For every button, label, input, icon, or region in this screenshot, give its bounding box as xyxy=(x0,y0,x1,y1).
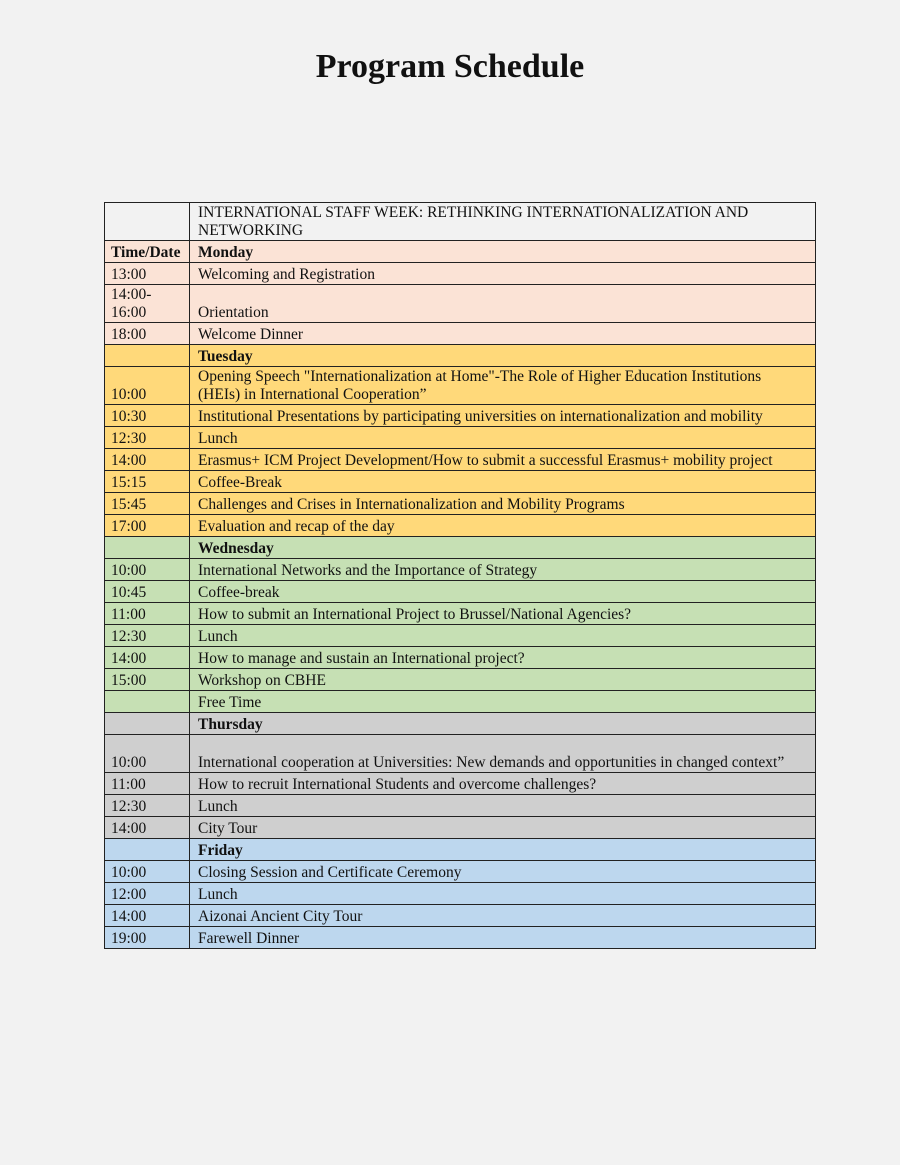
session-time: 11:00 xyxy=(105,773,190,795)
session-title: Lunch xyxy=(190,883,816,905)
program-schedule-table xyxy=(104,202,816,949)
session-time: 18:00 xyxy=(105,323,190,345)
session-time: 10:00 xyxy=(105,559,190,581)
table-row xyxy=(105,493,816,515)
table-row xyxy=(105,323,816,345)
session-time: 14:00-16:00 xyxy=(105,285,190,323)
table-row xyxy=(105,427,816,449)
table-row xyxy=(105,795,816,817)
session-title: International cooperation at Universities: New demands and opportunities in changed context” xyxy=(190,735,816,773)
table-row xyxy=(105,559,816,581)
table-row xyxy=(105,861,816,883)
session-title: How to manage and sustain an International project? xyxy=(190,647,816,669)
session-title: Aizonai Ancient City Tour xyxy=(190,905,816,927)
session-time: 12:30 xyxy=(105,625,190,647)
day-header-row-monday xyxy=(105,241,816,263)
session-title: Closing Session and Certificate Ceremony xyxy=(190,861,816,883)
session-title: Challenges and Crises in Internationalization and Mobility Programs xyxy=(190,493,816,515)
session-time: 14:00 xyxy=(105,817,190,839)
day-header-time-cell xyxy=(105,839,190,861)
session-time: 10:00 xyxy=(105,367,190,405)
session-time: 10:30 xyxy=(105,405,190,427)
session-time: 12:30 xyxy=(105,795,190,817)
table-row xyxy=(105,405,816,427)
session-time: 17:00 xyxy=(105,515,190,537)
day-header-time-cell xyxy=(105,713,190,735)
day-header-time-cell xyxy=(105,537,190,559)
table-row xyxy=(105,773,816,795)
session-time: 13:00 xyxy=(105,263,190,285)
session-time: 10:45 xyxy=(105,581,190,603)
page-title: Program Schedule xyxy=(315,48,585,85)
session-title: Free Time xyxy=(190,691,816,713)
session-title: Orientation xyxy=(190,285,816,323)
session-time: 14:00 xyxy=(105,449,190,471)
session-title: Erasmus+ ICM Project Development/How to submit a successful Erasmus+ mobility project xyxy=(190,449,816,471)
day-header-row-friday xyxy=(105,839,816,861)
time-date-column-header: Time/Date xyxy=(105,241,190,263)
heading-empty-cell xyxy=(105,203,190,241)
table-row xyxy=(105,263,816,285)
table-row xyxy=(105,817,816,839)
table-row xyxy=(105,927,816,949)
table-row xyxy=(105,367,816,405)
table-row xyxy=(105,647,816,669)
table-row xyxy=(105,735,816,773)
session-title: Welcoming and Registration xyxy=(190,263,816,285)
day-name: Friday xyxy=(190,839,816,861)
session-title: Lunch xyxy=(190,625,816,647)
session-time: 15:00 xyxy=(105,669,190,691)
table-row xyxy=(105,471,816,493)
session-title: City Tour xyxy=(190,817,816,839)
session-title: Lunch xyxy=(190,427,816,449)
table-row xyxy=(105,905,816,927)
table-row xyxy=(105,691,816,713)
session-time: 11:00 xyxy=(105,603,190,625)
session-time: 15:45 xyxy=(105,493,190,515)
session-time: 14:00 xyxy=(105,647,190,669)
session-title: Opening Speech "Internationalization at Home"-The Role of Higher Education Institutions (HEIs) in International Cooperation” xyxy=(190,367,816,405)
session-title: International Networks and the Importance of Strategy xyxy=(190,559,816,581)
day-header-time-cell xyxy=(105,345,190,367)
day-name: Thursday xyxy=(190,713,816,735)
day-name: Monday xyxy=(190,241,816,263)
session-time: 10:00 xyxy=(105,735,190,773)
table-heading: INTERNATIONAL STAFF WEEK: RETHINKING INTERNATIONALIZATION AND NETWORKING xyxy=(190,203,816,241)
session-title: Lunch xyxy=(190,795,816,817)
table-row xyxy=(105,285,816,323)
session-title: Institutional Presentations by participating universities on internationalization and mobility xyxy=(190,405,816,427)
session-time xyxy=(105,691,190,713)
table-row xyxy=(105,669,816,691)
day-name: Wednesday xyxy=(190,537,816,559)
session-title: How to recruit International Students and overcome challenges? xyxy=(190,773,816,795)
day-header-row-thursday xyxy=(105,713,816,735)
day-name: Tuesday xyxy=(190,345,816,367)
day-header-row-wednesday xyxy=(105,537,816,559)
session-title: Coffee-break xyxy=(190,581,816,603)
table-row xyxy=(105,581,816,603)
session-title: Coffee-Break xyxy=(190,471,816,493)
session-title: Farewell Dinner xyxy=(190,927,816,949)
session-time: 15:15 xyxy=(105,471,190,493)
table-row xyxy=(105,625,816,647)
session-time: 14:00 xyxy=(105,905,190,927)
session-title: Workshop on CBHE xyxy=(190,669,816,691)
session-time: 12:00 xyxy=(105,883,190,905)
session-title: Welcome Dinner xyxy=(190,323,816,345)
day-header-row-tuesday xyxy=(105,345,816,367)
session-time: 19:00 xyxy=(105,927,190,949)
session-title: Evaluation and recap of the day xyxy=(190,515,816,537)
table-row xyxy=(105,883,816,905)
table-row xyxy=(105,515,816,537)
schedule-body xyxy=(105,203,816,949)
session-time: 12:30 xyxy=(105,427,190,449)
table-row xyxy=(105,449,816,471)
table-heading-row xyxy=(105,203,816,241)
session-time: 10:00 xyxy=(105,861,190,883)
table-row xyxy=(105,603,816,625)
session-title: How to submit an International Project to Brussel/National Agencies? xyxy=(190,603,816,625)
